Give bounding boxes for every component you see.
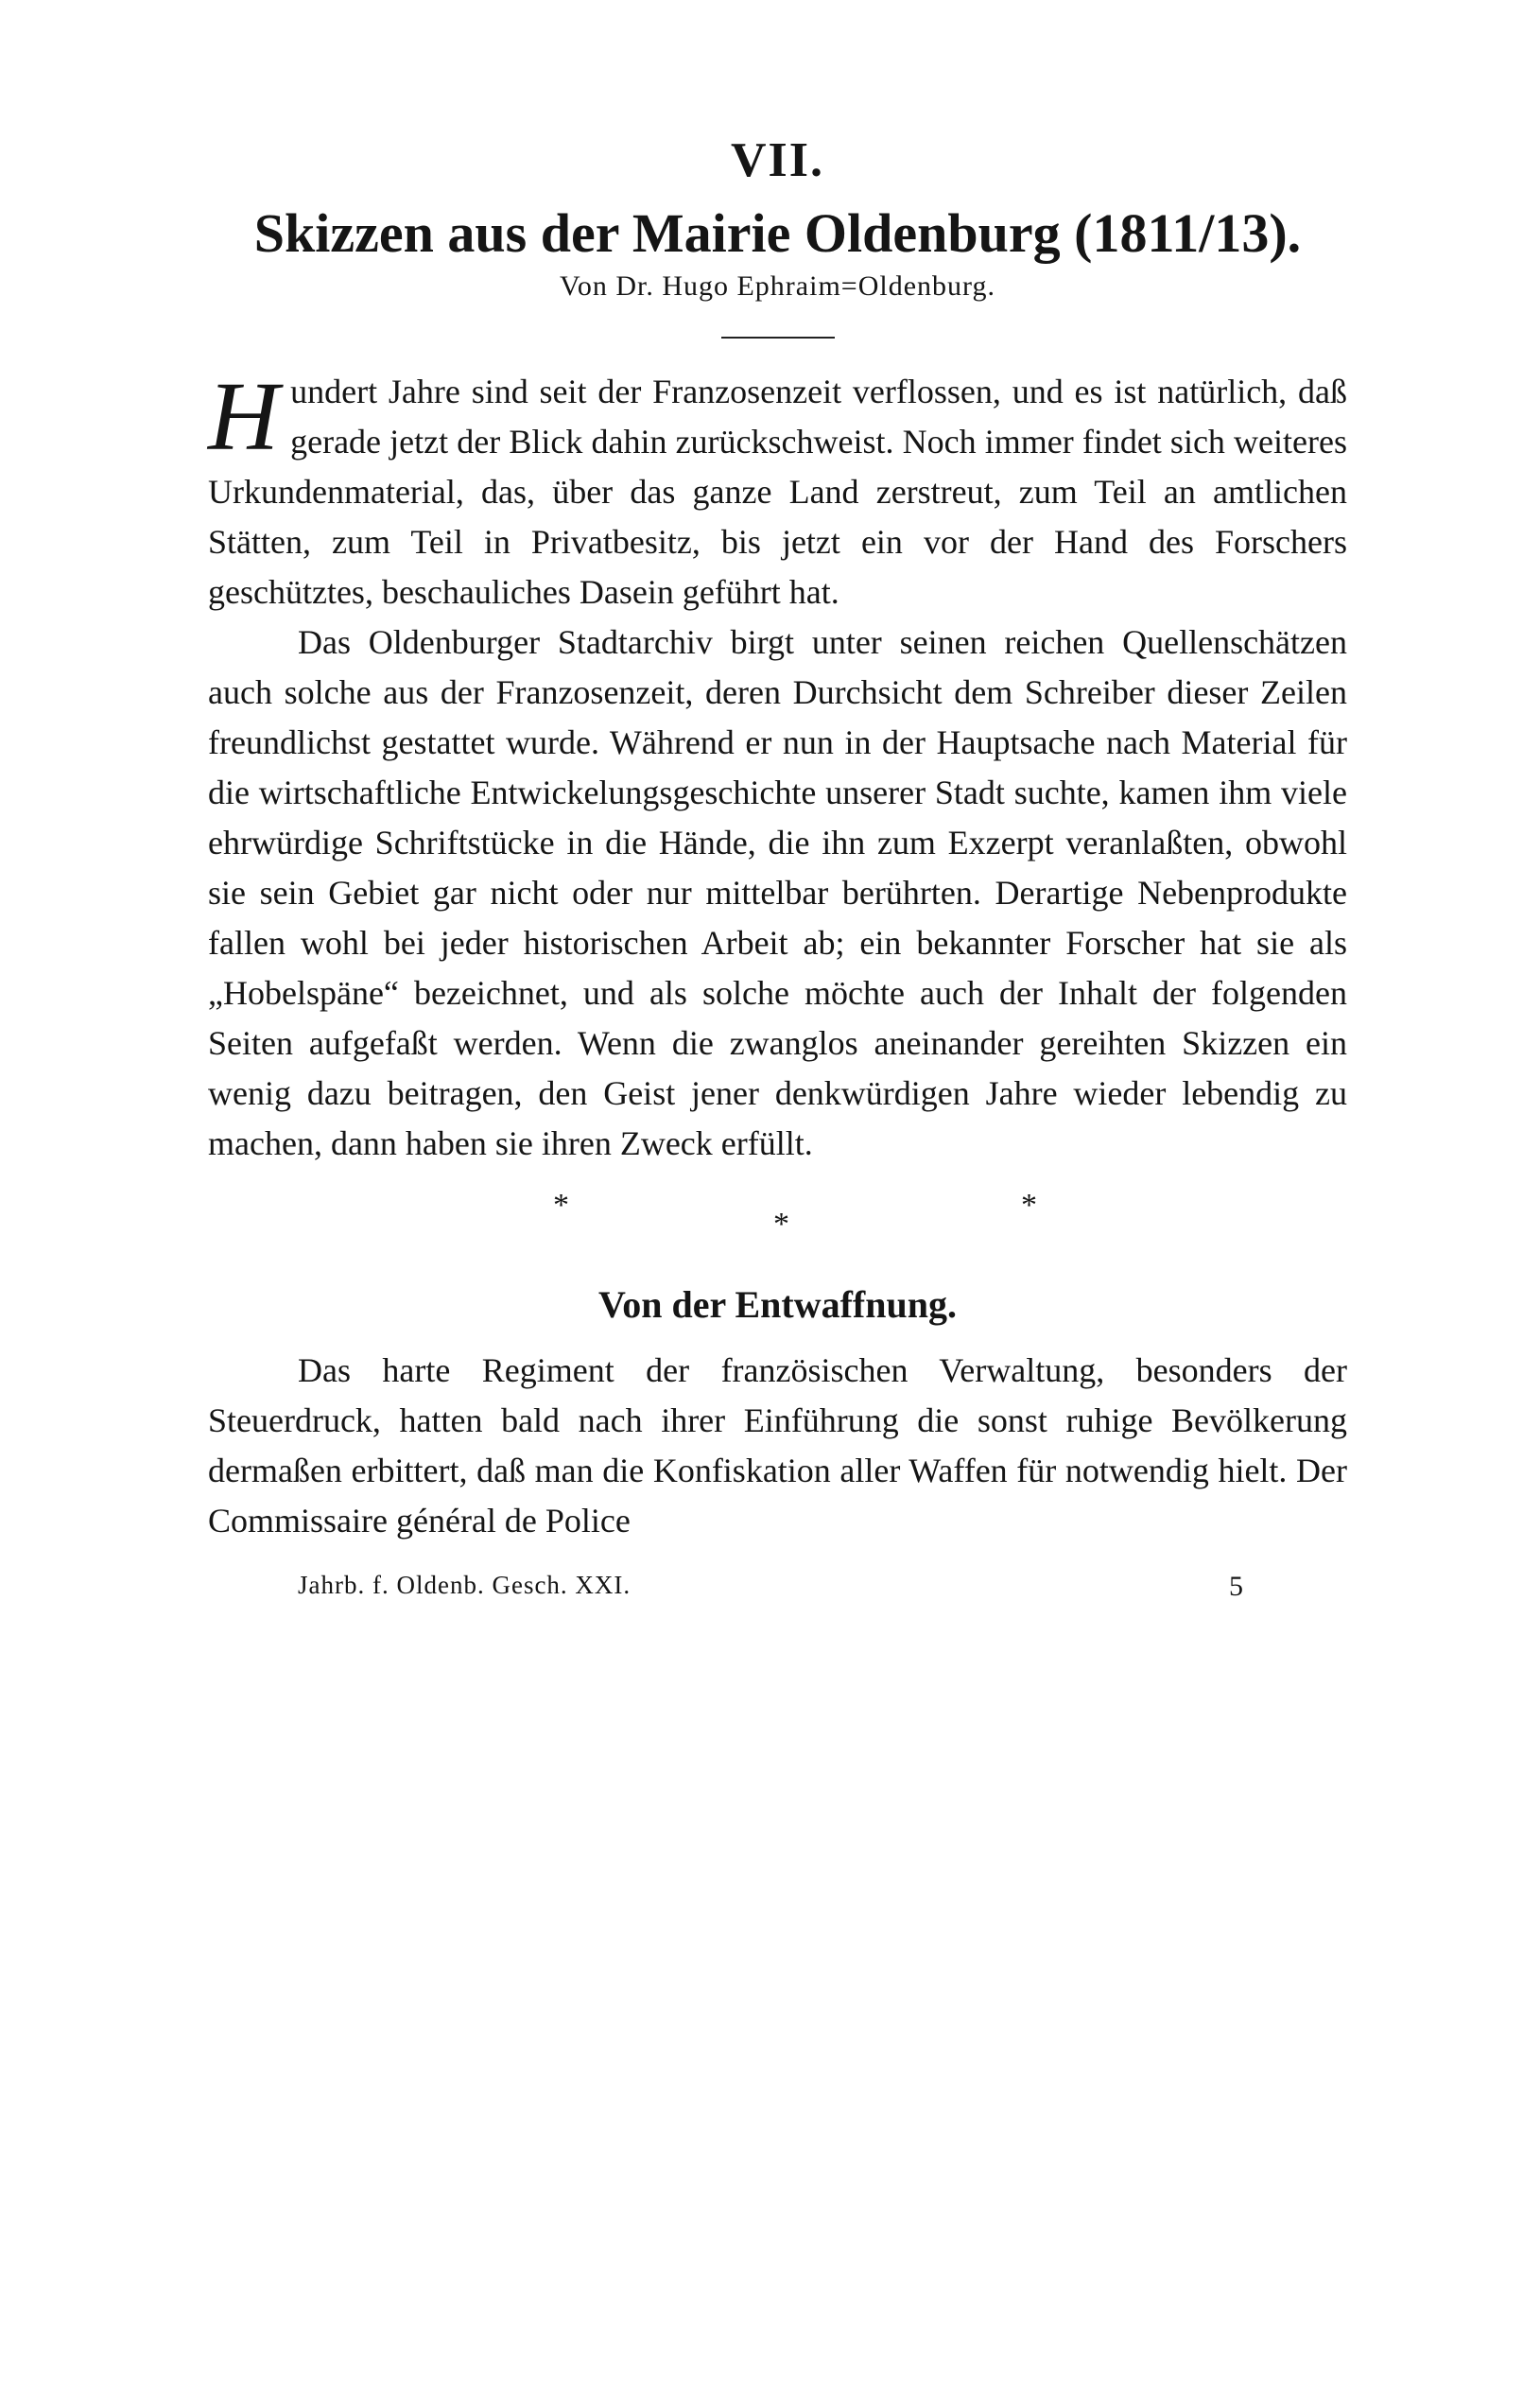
title-divider (721, 337, 835, 339)
section-heading: Von der Entwaffnung. (597, 1283, 957, 1326)
drop-cap: H (208, 362, 280, 471)
section-separator (208, 1188, 1347, 1254)
intro-paragraph-2: Das Oldenburger Stadtarchiv birgt unter seinen reichen Quellenschätzen auch solche aus der Franzosenzeit, deren Durchsicht dem Schreiber dieser Zeilen freundlichst gestattet wurde. Während er nun in der Hauptsache nach Material für die wirtschaftliche Entwickelungsgeschichte unserer Stadt suchte, kamen ihm viele ehrwürdige Schriftstücke in die Hände, die ihn zum Exzerpt veranlaßten, obwohl sie sein Gebiet gar nicht oder nur mittelbar berührten. Derartige Nebenprodukte fallen wohl bei jeder historischen Arbeit ab; ein bekannter Forscher hat sie als „Hobelspäne“ bezeichnet, und als solche möchte auch der Inhalt der folgenden Seiten aufgefaßt werden. Wenn die zwanglos aneinander gereihten Skizzen ein wenig dazu beitragen, den Geist jener denkwürdigen Jahre wieder lebendig zu machen, dann haben sie ihren Zweck erfüllt. (208, 623, 1347, 1162)
journal-reference: Jahrb. f. Oldenb. Gesch. XXI. (298, 1571, 632, 1599)
page (208, 132, 1347, 1609)
separator-star: * (553, 1188, 569, 1223)
intro-paragraph-1-text: undert Jahre sind seit der Franzosenzeit verflossen, und es ist natürlich, daß gerade jetzt der Blick dahin zurückschweist. Noch immer findet sich weiteres Urkundenmaterial, das, über das ganze Land zerstreut, zum Teil an amtlichen Stätten, zum Teil in Privatbesitz, bis jetzt ein vor der Hand des Forschers geschütztes, beschauliches Dasein geführt hat. (208, 373, 1347, 611)
page-footer (208, 1571, 1347, 1609)
page-number: 5 (1229, 1571, 1243, 1602)
article-title: Skizzen aus der Mairie Oldenburg (1811/13). (253, 202, 1302, 264)
section-paragraph-1: Das harte Regiment der französischen Verwaltung, besonders der Steuerdruck, hatten bald nach ihrer Einführung die sonst ruhige Bevölkerung dermaßen erbittert, daß man die Konfiskation aller Waffen für notwendig hielt. Der Commissaire général de Police (208, 1351, 1347, 1540)
chapter-number: VII. (730, 133, 825, 187)
separator-star: * (1021, 1188, 1037, 1223)
author-byline: Von Dr. Hugo Ephraim=Oldenburg. (560, 270, 995, 302)
intro-paragraph-1 (208, 362, 1347, 618)
separator-star: * (773, 1207, 789, 1242)
